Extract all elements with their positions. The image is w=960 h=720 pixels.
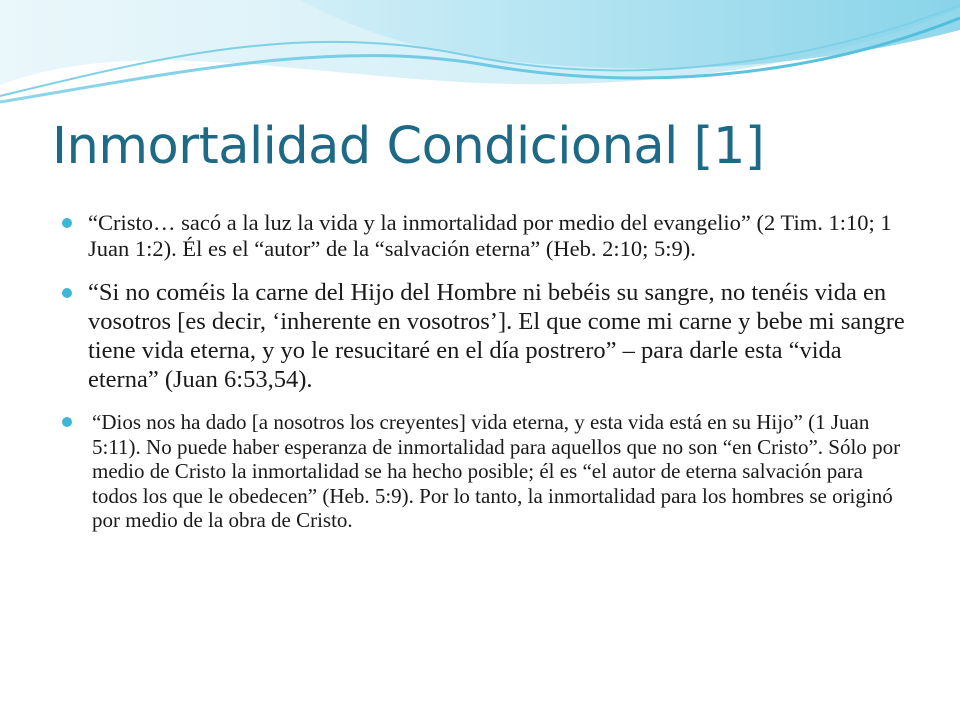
bullet-list: [62, 210, 908, 533]
bullet-dot-icon: [62, 288, 72, 298]
bullet-text: “Si no coméis la carne del Hijo del Hombre ni bebéis su sangre, no tenéis vida en vosotros [es decir, ‘inherente en vosotros’]. El que come mi carne y bebe mi sangre tiene vida eterna, y yo le resucitaré en el día postrero” – para darle esta “vida eterna” (Juan 6:53,54).: [88, 279, 905, 393]
decorative-wave-header: [0, 0, 960, 110]
slide-title: Inmortalidad Condicional [1]: [52, 117, 765, 176]
bullet-item: [62, 410, 908, 533]
bullet-dot-icon: [62, 417, 72, 427]
bullet-dot-icon: [62, 218, 72, 228]
bullet-text: “Dios nos ha dado [a nosotros los creyentes] vida eterna, y esta vida está en su Hijo” (1 Juan 5:11). No puede haber esperanza de inmortalidad para aquellos que no son “en Cristo”. Sólo por medio de Cristo la inmortalidad se ha hecho posible; él es “el autor de eterna salvación para todos los que le obedecen” (Heb. 5:9). Por lo tanto, la inmortalidad para los hombres se originó por medio de la obra de Cristo.: [92, 410, 901, 532]
bullet-text: “Cristo… sacó a la luz la vida y la inmortalidad por medio del evangelio” (2 Tim. 1:10; 1 Juan 1:2). Él es el “autor” de la “salvación eterna” (Heb. 2:10; 5:9).: [88, 210, 892, 261]
bullet-item: [62, 278, 908, 394]
bullet-item: [62, 210, 908, 262]
